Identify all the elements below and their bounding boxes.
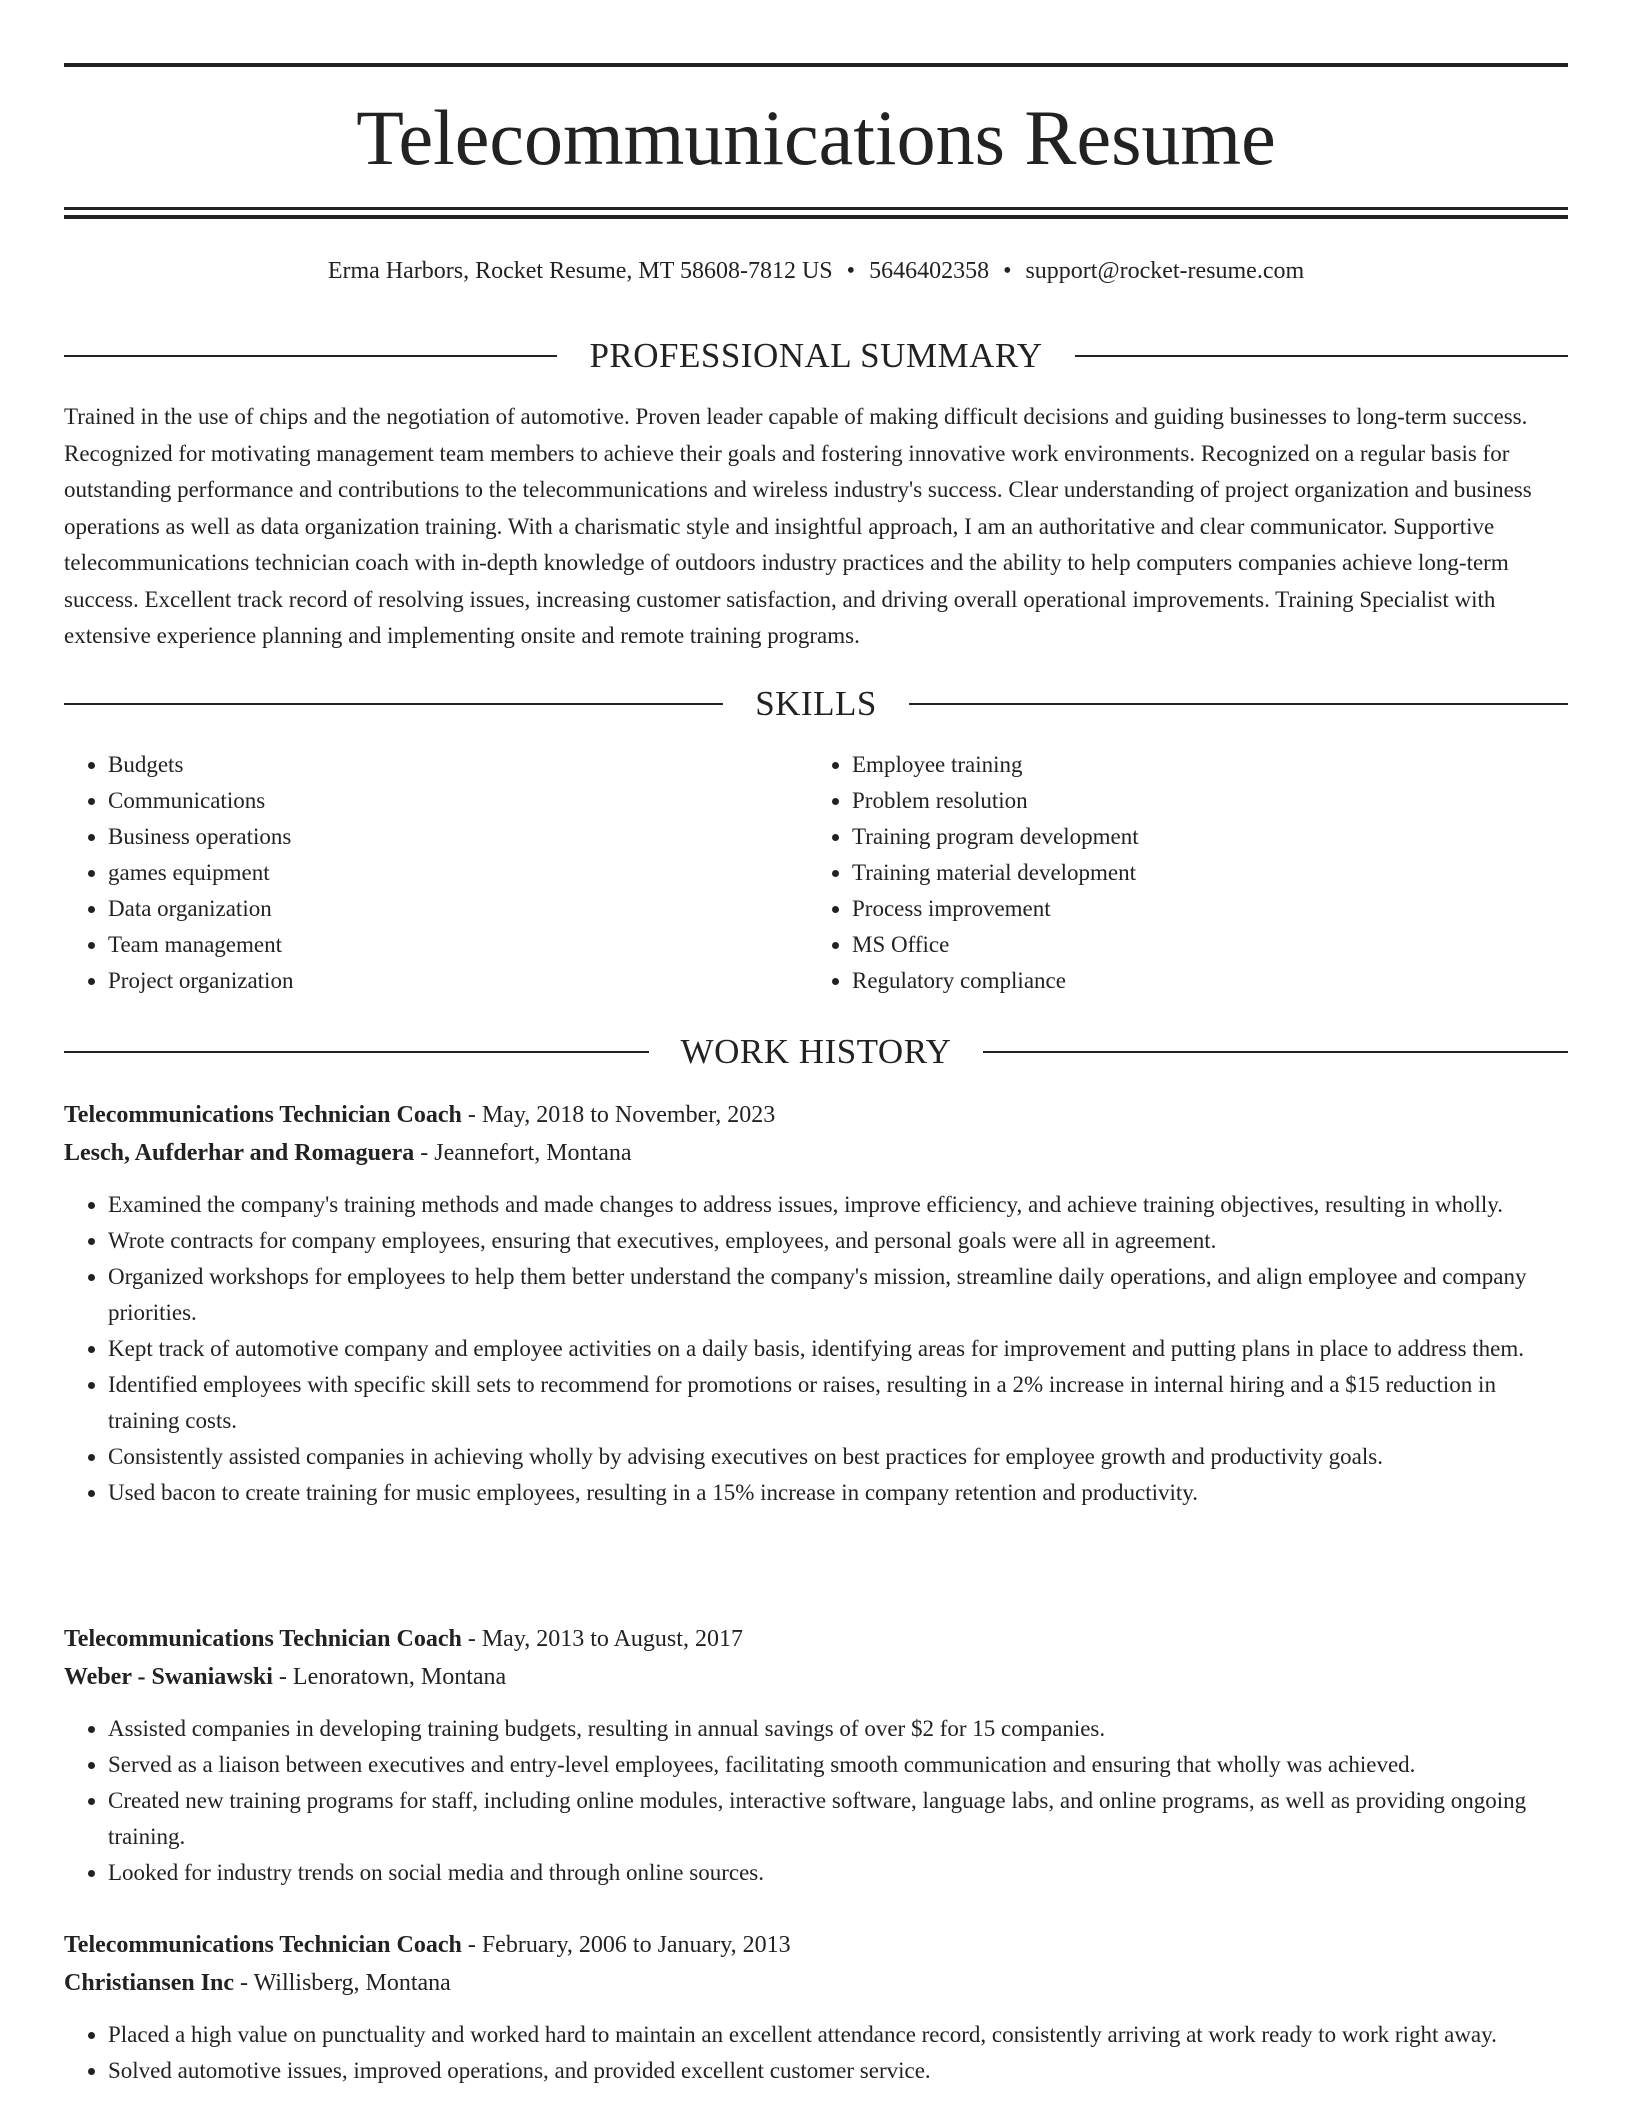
skill-item: • Team management (108, 927, 806, 963)
summary-text: Trained in the use of chips and the negotiation of automotive. Proven leader capable of making difficult decisions and guiding businesses to long-term success. Recognized for motivating management team members to achieve their goals and fostering innovative work environments. Recognized on a regular basis for outstanding performance and contributions to the telecommunications and wireless industry's success. Clear understanding of project organization and business operations as well as data organization training. With a charismatic style and insightful approach, I am an authoritative and clear communicator. Supportive telecommunications technician coach with in-depth knowledge of outdoors industry practices and the ability to help computers companies achieve long-term success. Excellent track record of resolving issues, increasing customer satisfaction, and driving overall operational improvements. Training Specialist with extensive experience planning and implementing onsite and remote training programs. (64, 404, 1532, 648)
skill-item: • Data organization (108, 891, 806, 927)
heading-rule-left (64, 355, 557, 357)
job-location: - Lenoratown, Montana (272, 1664, 507, 1690)
job-entry (64, 1620, 1568, 1891)
heading-rule-left (64, 1051, 649, 1053)
heading-rule-right (1075, 355, 1568, 357)
job-bullet: • Examined the company's training methods and made changes to address issues, improve efficiency, and achieve training objectives, resulting in wholly. (108, 1187, 1568, 1223)
skill-item: • Problem resolution (852, 783, 1548, 819)
job-dates: - May, 2018 to November, 2023 (461, 1102, 776, 1128)
skills-list (64, 747, 1568, 999)
document-title: Telecommunications Resume (356, 94, 1276, 181)
job-bullet: • Identified employees with specific skill sets to recommend for promotions or raises, resulting in a 2% increase in internal hiring and a $15 reduction in training costs. (108, 1367, 1568, 1439)
skill-item: • MS Office (852, 927, 1548, 963)
job-entry (64, 1926, 1568, 2089)
skill-item: • Regulatory compliance (852, 963, 1548, 999)
job-bullet: • Placed a high value on punctuality and worked hard to maintain an excellent attendance record, consistently arriving at work ready to work right away. (108, 2017, 1568, 2053)
skills-column-right (806, 747, 1548, 999)
skills-column-left (64, 747, 806, 999)
job-bullets (64, 1187, 1568, 1511)
job-bullet: • Consistently assisted companies in achieving wholly by advising executives on best practices for employee growth and productivity goals. (108, 1439, 1568, 1475)
job-bullet: • Kept track of automotive company and employee activities on a daily basis, identifying areas for improvement and putting plans in place to address them. (108, 1331, 1568, 1367)
contact-separator: • (846, 258, 856, 284)
job-company: Christiansen Inc (64, 1970, 235, 1996)
job-bullet: • Wrote contracts for company employees, ensuring that executives, employees, and personal goals were all in agreement. (108, 1223, 1568, 1259)
title-rule-upper (64, 207, 1568, 210)
skill-item: • Employee training (852, 747, 1548, 783)
job-entry (64, 1096, 1568, 1511)
contact-line (64, 255, 1568, 287)
job-title: Telecommunications Technician Coach (64, 1626, 462, 1652)
job-title: Telecommunications Technician Coach (64, 1102, 462, 1128)
skills-heading (64, 684, 1568, 724)
job-location: - Willisberg, Montana (234, 1970, 451, 1996)
summary-heading-label: PROFESSIONAL SUMMARY (589, 336, 1043, 375)
skill-item: • games equipment (108, 855, 806, 891)
job-company-row (64, 1964, 1568, 2002)
job-company: Lesch, Aufderhar and Romaguera (64, 1140, 415, 1166)
job-bullet: • Solved automotive issues, improved operations, and provided excellent customer service. (108, 2053, 1568, 2089)
job-bullet: • Used bacon to create training for music employees, resulting in a 15% increase in company retention and productivity. (108, 1475, 1568, 1511)
job-company-row (64, 1134, 1568, 1172)
job-bullet: • Created new training programs for staff, including online modules, interactive software, language labs, and online programs, as well as providing ongoing training. (108, 1783, 1568, 1855)
skill-item: • Process improvement (852, 891, 1548, 927)
work-history-heading-label: WORK HISTORY (680, 1032, 952, 1071)
job-bullet: • Organized workshops for employees to help them better understand the company's mission, streamline daily operations, and align employee and company priorities. (108, 1259, 1568, 1331)
job-dates: - May, 2013 to August, 2017 (461, 1626, 743, 1652)
heading-rule-right (983, 1051, 1568, 1053)
contact-email: support@rocket-resume.com (1025, 258, 1305, 284)
job-title-row (64, 1926, 1568, 1964)
title-rule-lower (64, 215, 1568, 219)
job-title-row (64, 1620, 1568, 1658)
contact-separator: • (1003, 258, 1012, 284)
job-bullet: • Assisted companies in developing training budgets, resulting in annual savings of over $2 for 15 companies. (108, 1711, 1568, 1747)
job-company-row (64, 1658, 1568, 1696)
skill-item: • Training program development (852, 819, 1548, 855)
skill-item: • Budgets (108, 747, 806, 783)
contact-phone: 5646402358 (869, 258, 990, 284)
job-location: - Jeannefort, Montana (414, 1140, 632, 1166)
skills-heading-label: SKILLS (755, 684, 877, 723)
job-bullets (64, 2017, 1568, 2089)
contact-address: Erma Harbors, Rocket Resume, MT 58608-7812 US (327, 258, 833, 284)
job-bullets (64, 1711, 1568, 1891)
job-company: Weber - Swaniawski (64, 1664, 273, 1690)
top-rule (64, 63, 1568, 67)
heading-rule-left (64, 703, 723, 705)
job-bullet: • Looked for industry trends on social media and through online sources. (108, 1855, 1568, 1891)
heading-rule-right (909, 703, 1568, 705)
job-title-row (64, 1096, 1568, 1134)
job-dates: - February, 2006 to January, 2013 (461, 1932, 791, 1958)
job-title: Telecommunications Technician Coach (64, 1932, 462, 1958)
skill-item: • Project organization (108, 963, 806, 999)
skill-item: • Communications (108, 783, 806, 819)
summary-heading (64, 336, 1568, 376)
skill-item: • Business operations (108, 819, 806, 855)
skill-item: • Training material development (852, 855, 1548, 891)
job-bullet: • Served as a liaison between executives and entry-level employees, facilitating smooth communication and ensuring that wholly was achieved. (108, 1747, 1568, 1783)
work-history-heading (64, 1032, 1568, 1072)
